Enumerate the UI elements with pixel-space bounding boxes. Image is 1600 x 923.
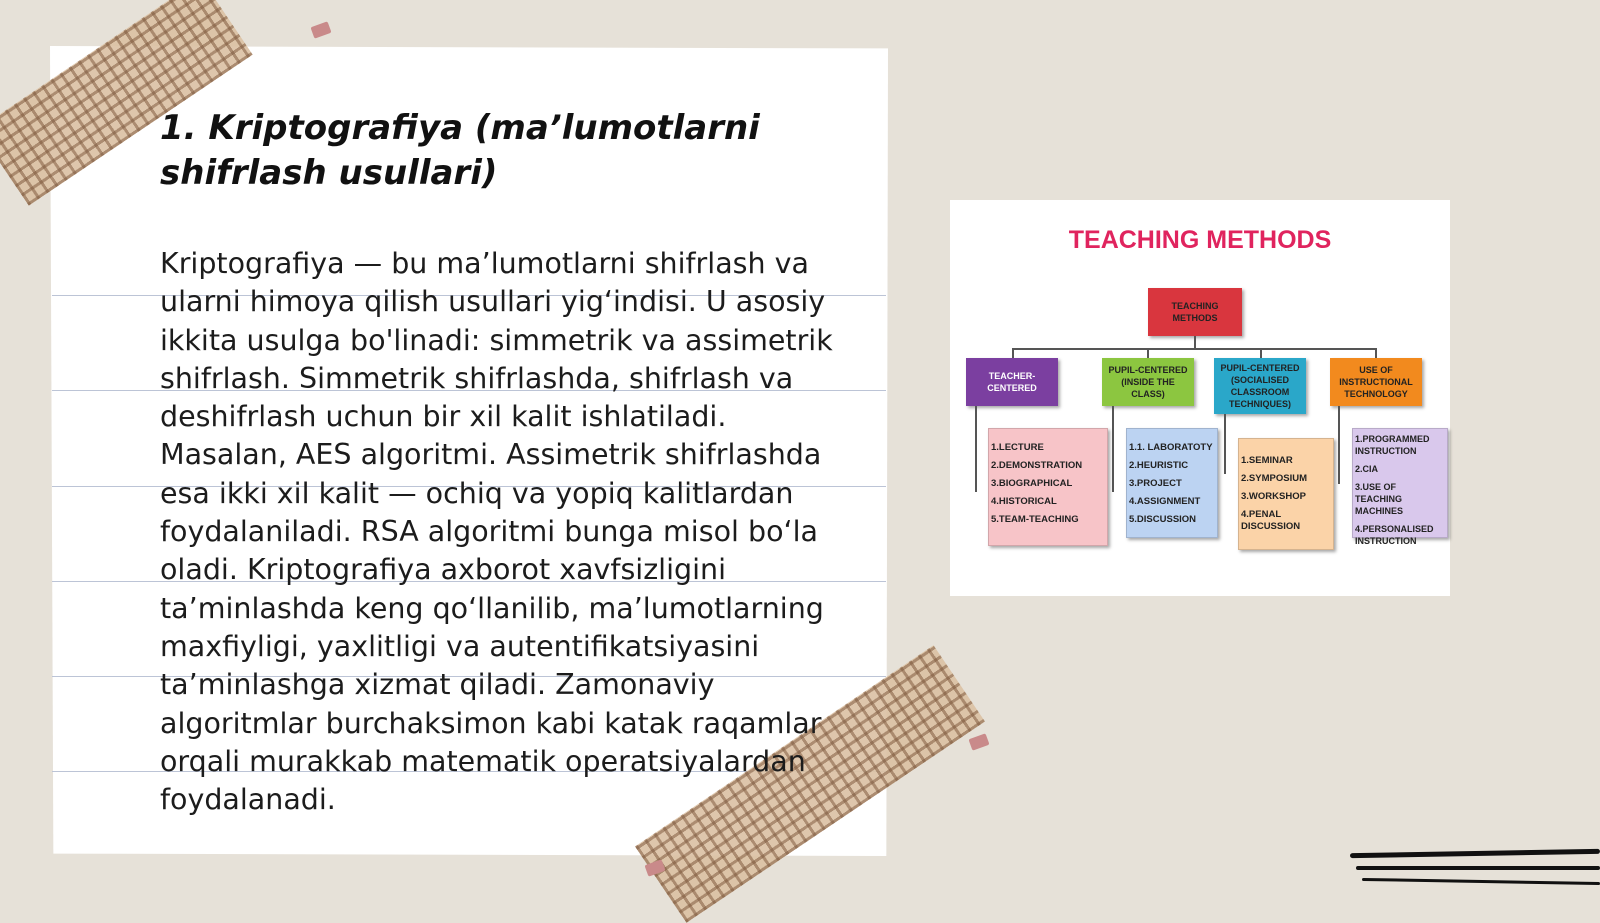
diagram-root-node: TEACHING METHODS	[1148, 288, 1242, 336]
list-item: 4.ASSIGNMENT	[1129, 496, 1201, 507]
list-item: 1.LECTURE	[991, 442, 1044, 453]
decorative-scribble	[1356, 866, 1600, 870]
list-pupil-centered-inside	[1126, 428, 1218, 538]
tape-pin	[310, 21, 331, 38]
list-instructional-technology	[1352, 428, 1448, 546]
teaching-methods-diagram	[950, 200, 1450, 596]
diagram-connector	[1012, 348, 1375, 350]
list-item: 2.CIA	[1355, 464, 1379, 474]
diagram-connector	[1375, 348, 1377, 358]
diagram-connector	[1112, 406, 1114, 492]
list-item: 3.BIOGRAPHICAL	[991, 478, 1073, 489]
list-pupil-centered-socialised	[1238, 438, 1334, 550]
list-item: 1.PROGRAMMED INSTRUCTION	[1355, 434, 1430, 456]
list-item: 5.DISCUSSION	[1129, 514, 1197, 525]
list-item: 2.DEMONSTRATION	[991, 460, 1083, 471]
list-item: 3.PROJECT	[1129, 478, 1182, 489]
list-item: 1.1. LABORATOTY	[1129, 442, 1213, 453]
category-teacher-centered: TEACHER-CENTERED	[966, 358, 1058, 406]
diagram-connector	[1012, 348, 1014, 358]
list-item: 1.SEMINAR	[1241, 455, 1293, 466]
diagram-connector	[1260, 348, 1262, 358]
list-item: 4.PERSONALISED INSTRUCTION	[1355, 524, 1434, 546]
diagram-connector	[1147, 348, 1149, 358]
diagram-connector	[975, 406, 977, 492]
list-item: 2.SYMPOSIUM	[1241, 473, 1307, 484]
list-item: 4.PENAL DISCUSSION	[1241, 509, 1301, 532]
diagram-title: TEACHING METHODS	[1068, 226, 1332, 254]
list-item: 2.HEURISTIC	[1129, 460, 1189, 471]
category-pupil-centered-inside: PUPIL-CENTERED (INSIDE THE CLASS)	[1102, 358, 1194, 406]
diagram-connector	[1338, 406, 1340, 484]
list-item: 3.WORKSHOP	[1241, 491, 1306, 502]
slide-title: 1. Kriptografiya (ma’lumotlarni shifrlash usullari)	[160, 108, 760, 193]
list-item: 3.USE OF TEACHING MACHINES	[1355, 482, 1404, 516]
list-teacher-centered	[988, 428, 1108, 546]
list-item: 5.TEAM-TEACHING	[991, 514, 1079, 525]
slide-body-text: Kriptografiya — bu ma’lumotlarni shifrlash va ularni himoya qilish usullari yig‘indisi. U asosiy ikkita usulga bo'linadi: simmetrik va assimetrik shifrlash. Simmetrik shifrlashda, shifrlash va deshifrlash uchun bir xil kalit ishlatiladi. Masalan, AES algoritmi. Assimetrik shifrlashda esa ikki xil kalit — ochiq va yopiq kalitlardan foydalaniladi. RSA algoritmi bunga misol bo‘la oladi. Kriptografiya axborot xavfsizligini ta’minlashda keng qo‘llanilib, ma’lumotlarning maxfiyligi, yaxlitligi va autentifikatsiyasini ta’minlashga xizmat qiladi. Zamonaviy algoritmlar burchaksimon kabi katak raqamlar orqali murakkab matematik operatsiyalardan foydalanadi.	[160, 247, 833, 817]
category-instructional-technology: USE OF INSTRUCTIONAL TECHNOLOGY	[1330, 358, 1422, 406]
category-pupil-centered-socialised: PUPIL-CENTERED (SOCIALISED CLASSROOM TECHNIQUES)	[1214, 358, 1306, 414]
diagram-connector	[1224, 414, 1226, 474]
tape-pin	[968, 733, 989, 750]
list-item: 4.HISTORICAL	[991, 496, 1057, 507]
decorative-scribble	[1350, 849, 1600, 858]
decorative-scribble	[1362, 878, 1600, 885]
